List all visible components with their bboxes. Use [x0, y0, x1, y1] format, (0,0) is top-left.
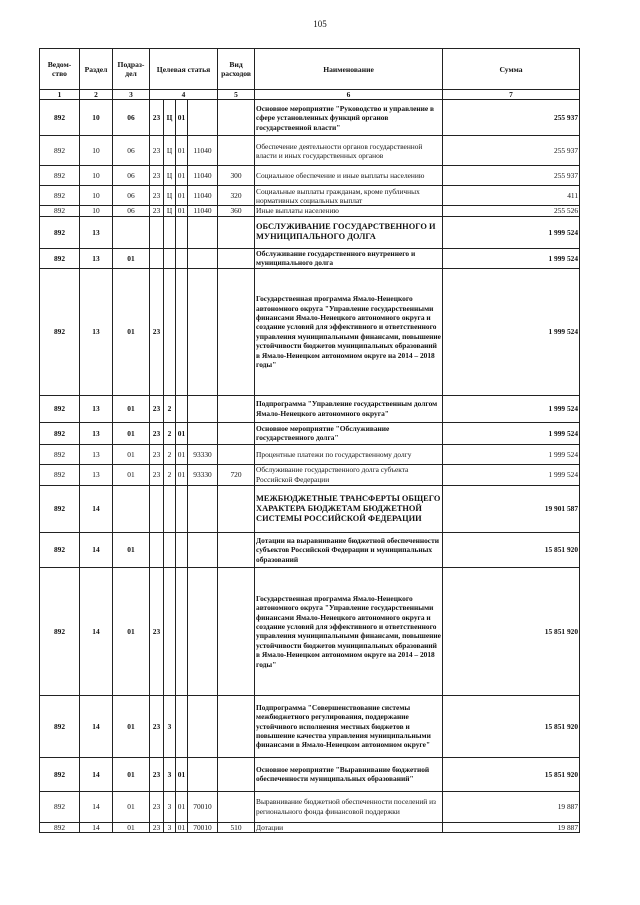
cell-name: ОБСЛУЖИВАНИЕ ГОСУДАРСТВЕННОГО И МУНИЦИПАЛЬНОГО ДОЛГА [255, 216, 443, 248]
cell-vedomstvo: 892 [40, 216, 80, 248]
cell-razdel: 13 [80, 216, 113, 248]
cell-target-event: 01 [176, 100, 188, 136]
cell-podrazdel: 01 [113, 757, 150, 791]
column-number-row [40, 90, 580, 100]
cell-target-subprogram: 2 [164, 464, 176, 485]
cell-razdel: 13 [80, 444, 113, 464]
cell-podrazdel: 06 [113, 166, 150, 186]
cell-target-subprogram: 2 [164, 395, 176, 422]
cell-vid [218, 532, 255, 567]
cell-target-subprogram: 3 [164, 757, 176, 791]
cell-target-program: 23 [150, 395, 164, 422]
cell-vid [218, 268, 255, 395]
cell-target-direction: 11040 [188, 206, 218, 216]
cell-name: Основное мероприятие "Обслуживание государственного долга" [255, 422, 443, 444]
cell-amount: 1 999 524 [443, 422, 580, 444]
cell-name: Дотации [255, 822, 443, 832]
cell-amount: 15 851 920 [443, 757, 580, 791]
table-row [40, 422, 580, 444]
cell-target-subprogram: 3 [164, 791, 176, 822]
cell-target-direction [188, 248, 218, 268]
page-number: 105 [313, 19, 327, 29]
cell-vedomstvo: 892 [40, 464, 80, 485]
cell-name: Иные выплаты населению [255, 206, 443, 216]
cell-target-subprogram [164, 268, 176, 395]
cell-podrazdel: 01 [113, 444, 150, 464]
cell-vedomstvo: 892 [40, 395, 80, 422]
cell-target-program [150, 248, 164, 268]
table-row [40, 532, 580, 567]
table-row [40, 695, 580, 757]
cell-vedomstvo: 892 [40, 422, 80, 444]
cell-target-subprogram: 3 [164, 695, 176, 757]
cell-name: Подпрограмма "Совершенствование системы межбюджетного регулирования, поддержание устойчивого исполнения местных бюджетов и повышение качества управления муниципальными финансами в Ямало-Ненецком автономном округе" [255, 695, 443, 757]
cell-target-event [176, 268, 188, 395]
cell-name: Подпрограмма "Управление государственным долгом Ямало-Ненецкого автономного округа" [255, 395, 443, 422]
cell-amount: 1 999 524 [443, 444, 580, 464]
table-row [40, 822, 580, 832]
cell-target-event [176, 248, 188, 268]
cell-razdel: 14 [80, 822, 113, 832]
cell-vedomstvo: 892 [40, 485, 80, 532]
cell-vid [218, 248, 255, 268]
table-row [40, 100, 580, 136]
cell-vid: 720 [218, 464, 255, 485]
cell-vid [218, 791, 255, 822]
cell-amount: 1 999 524 [443, 464, 580, 485]
cell-vedomstvo: 892 [40, 136, 80, 166]
cell-name: Процентные платежи по государственному долгу [255, 444, 443, 464]
cell-target-program: 23 [150, 186, 164, 206]
cell-target-program: 23 [150, 100, 164, 136]
cell-target-direction [188, 567, 218, 695]
cell-vid [218, 216, 255, 248]
cell-razdel: 13 [80, 395, 113, 422]
cell-vid [218, 444, 255, 464]
cell-target-subprogram [164, 532, 176, 567]
header-name: Наименование [255, 49, 443, 90]
cell-razdel: 14 [80, 532, 113, 567]
cell-target-direction: 11040 [188, 186, 218, 206]
header-vedomstvo: Ведом-ство [40, 49, 80, 90]
cell-vedomstvo: 892 [40, 248, 80, 268]
cell-podrazdel: 01 [113, 464, 150, 485]
cell-target-subprogram: Ц [164, 206, 176, 216]
cell-target-direction: 11040 [188, 166, 218, 186]
column-number: 3 [113, 90, 150, 100]
cell-razdel: 10 [80, 100, 113, 136]
cell-razdel: 14 [80, 567, 113, 695]
cell-vedomstvo: 892 [40, 166, 80, 186]
table-row [40, 485, 580, 532]
cell-podrazdel [113, 216, 150, 248]
table-row [40, 136, 580, 166]
header-row [40, 49, 580, 90]
cell-vedomstvo: 892 [40, 822, 80, 832]
cell-target-event: 01 [176, 464, 188, 485]
cell-target-event [176, 395, 188, 422]
cell-target-direction: 93330 [188, 464, 218, 485]
cell-target-subprogram [164, 248, 176, 268]
cell-amount: 15 851 920 [443, 532, 580, 567]
cell-vid [218, 136, 255, 166]
cell-target-direction [188, 757, 218, 791]
cell-vedomstvo: 892 [40, 268, 80, 395]
cell-amount: 1 999 524 [443, 248, 580, 268]
cell-podrazdel: 06 [113, 136, 150, 166]
cell-target-event [176, 567, 188, 695]
cell-target-subprogram: Ц [164, 100, 176, 136]
column-number: 2 [80, 90, 113, 100]
budget-table [39, 48, 580, 833]
cell-target-program: 23 [150, 695, 164, 757]
cell-target-event [176, 532, 188, 567]
cell-razdel: 10 [80, 206, 113, 216]
cell-target-program [150, 485, 164, 532]
cell-podrazdel: 01 [113, 248, 150, 268]
table-row [40, 166, 580, 186]
cell-target-event: 01 [176, 791, 188, 822]
cell-target-event: 01 [176, 166, 188, 186]
table-row [40, 206, 580, 216]
cell-vedomstvo: 892 [40, 532, 80, 567]
cell-amount: 1 999 524 [443, 268, 580, 395]
cell-vid [218, 695, 255, 757]
cell-razdel: 14 [80, 757, 113, 791]
cell-podrazdel: 01 [113, 395, 150, 422]
cell-target-subprogram: Ц [164, 186, 176, 206]
cell-vid [218, 485, 255, 532]
cell-target-subprogram: 2 [164, 422, 176, 444]
cell-amount: 19 887 [443, 791, 580, 822]
cell-target-direction: 70010 [188, 791, 218, 822]
cell-amount: 15 851 920 [443, 567, 580, 695]
cell-vid [218, 100, 255, 136]
cell-amount: 255 526 [443, 206, 580, 216]
cell-target-direction [188, 422, 218, 444]
cell-vid: 300 [218, 166, 255, 186]
cell-target-direction [188, 268, 218, 395]
header-summa: Сумма [443, 49, 580, 90]
cell-vid: 510 [218, 822, 255, 832]
cell-name: Обслуживание государственного внутреннего и муниципального долга [255, 248, 443, 268]
cell-podrazdel: 06 [113, 186, 150, 206]
cell-target-program: 23 [150, 444, 164, 464]
cell-target-subprogram: Ц [164, 166, 176, 186]
cell-target-event [176, 485, 188, 532]
column-number: 6 [255, 90, 443, 100]
cell-target-direction: 11040 [188, 136, 218, 166]
cell-podrazdel: 01 [113, 822, 150, 832]
header-razdel: Раздел [80, 49, 113, 90]
cell-razdel: 13 [80, 422, 113, 444]
cell-target-program: 23 [150, 822, 164, 832]
cell-name: Выравнивание бюджетной обеспеченности поселений из регионального фонда финансовой поддержки [255, 791, 443, 822]
cell-target-event: 01 [176, 206, 188, 216]
cell-target-subprogram: Ц [164, 136, 176, 166]
cell-razdel: 14 [80, 791, 113, 822]
cell-target-event: 01 [176, 757, 188, 791]
cell-target-program: 23 [150, 791, 164, 822]
cell-podrazdel: 01 [113, 567, 150, 695]
header-podrazdel: Подраз-дел [113, 49, 150, 90]
table-row [40, 567, 580, 695]
cell-target-direction: 93330 [188, 444, 218, 464]
cell-target-subprogram [164, 567, 176, 695]
cell-podrazdel: 01 [113, 268, 150, 395]
cell-target-program: 23 [150, 567, 164, 695]
cell-podrazdel: 06 [113, 206, 150, 216]
cell-target-program [150, 216, 164, 248]
cell-name: Государственная программа Ямало-Ненецкого автономного округа "Управление государственными финансами Ямало-Ненецкого автономного округа и создание условий для эффективного и ответственного управления муниципальными финансами, повышение устойчивости бюджетов муниципальных образований в Ямало-Ненецком автономном округе на 2014 – 2018 годы" [255, 268, 443, 395]
cell-target-subprogram: 2 [164, 444, 176, 464]
cell-razdel: 14 [80, 485, 113, 532]
cell-amount: 1 999 524 [443, 216, 580, 248]
cell-target-program [150, 532, 164, 567]
cell-name: МЕЖБЮДЖЕТНЫЕ ТРАНСФЕРТЫ ОБЩЕГО ХАРАКТЕРА БЮДЖЕТАМ БЮДЖЕТНОЙ СИСТЕМЫ РОССИЙСКОЙ ФЕДЕРАЦИИ [255, 485, 443, 532]
cell-vid [218, 422, 255, 444]
cell-vedomstvo: 892 [40, 186, 80, 206]
cell-name: Социальное обеспечение и иные выплаты населению [255, 166, 443, 186]
cell-target-event: 01 [176, 422, 188, 444]
cell-target-event [176, 216, 188, 248]
cell-podrazdel: 01 [113, 532, 150, 567]
column-number: 5 [218, 90, 255, 100]
cell-amount: 1 999 524 [443, 395, 580, 422]
cell-amount: 411 [443, 186, 580, 206]
cell-target-subprogram [164, 485, 176, 532]
cell-target-event: 01 [176, 136, 188, 166]
cell-target-program: 23 [150, 464, 164, 485]
column-number: 1 [40, 90, 80, 100]
cell-vid: 320 [218, 186, 255, 206]
cell-podrazdel: 01 [113, 422, 150, 444]
cell-target-subprogram [164, 216, 176, 248]
cell-vedomstvo: 892 [40, 757, 80, 791]
cell-target-direction [188, 532, 218, 567]
cell-target-program: 23 [150, 136, 164, 166]
table-row [40, 444, 580, 464]
cell-vedomstvo: 892 [40, 695, 80, 757]
cell-target-subprogram: 3 [164, 822, 176, 832]
cell-vedomstvo: 892 [40, 791, 80, 822]
cell-target-event: 01 [176, 822, 188, 832]
table-row [40, 248, 580, 268]
cell-target-event [176, 695, 188, 757]
cell-razdel: 10 [80, 186, 113, 206]
cell-name: Основное мероприятие "Руководство и управление в сфере установленных функций органов государственной власти" [255, 100, 443, 136]
cell-amount: 19 887 [443, 822, 580, 832]
cell-target-direction [188, 695, 218, 757]
cell-vedomstvo: 892 [40, 567, 80, 695]
cell-target-direction [188, 485, 218, 532]
cell-razdel: 10 [80, 166, 113, 186]
cell-amount: 255 937 [443, 100, 580, 136]
cell-target-direction [188, 216, 218, 248]
cell-target-program: 23 [150, 757, 164, 791]
cell-name: Обеспечение деятельности органов государственной власти и иных государственных органов [255, 136, 443, 166]
cell-name: Обслуживание государственного долга субъекта Российской Федерации [255, 464, 443, 485]
cell-podrazdel: 01 [113, 791, 150, 822]
cell-target-direction [188, 395, 218, 422]
cell-amount: 15 851 920 [443, 695, 580, 757]
cell-podrazdel: 06 [113, 100, 150, 136]
cell-razdel: 13 [80, 464, 113, 485]
cell-name: Дотации на выравнивание бюджетной обеспеченности субъектов Российской Федерации и муниципальных образований [255, 532, 443, 567]
cell-vid: 360 [218, 206, 255, 216]
header-vid: Вид расходов [218, 49, 255, 90]
table-row [40, 395, 580, 422]
column-number: 7 [443, 90, 580, 100]
cell-razdel: 10 [80, 136, 113, 166]
header-target: Целевая статья [150, 49, 218, 90]
cell-name: Государственная программа Ямало-Ненецкого автономного округа "Управление государственными финансами Ямало-Ненецкого автономного округа и создание условий для эффективного и ответственного управления муниципальными финансами, повышение устойчивости бюджетов муниципальных образований в Ямало-Ненецком автономном округе на 2014 – 2018 годы" [255, 567, 443, 695]
cell-target-program: 23 [150, 166, 164, 186]
cell-amount: 19 901 587 [443, 485, 580, 532]
cell-vid [218, 567, 255, 695]
cell-razdel: 14 [80, 695, 113, 757]
cell-vedomstvo: 892 [40, 444, 80, 464]
column-number: 4 [150, 90, 218, 100]
table-row [40, 268, 580, 395]
cell-amount: 255 937 [443, 166, 580, 186]
cell-target-direction: 70010 [188, 822, 218, 832]
cell-target-event: 01 [176, 444, 188, 464]
cell-target-program: 23 [150, 268, 164, 395]
cell-razdel: 13 [80, 248, 113, 268]
cell-vedomstvo: 892 [40, 100, 80, 136]
cell-amount: 255 937 [443, 136, 580, 166]
cell-razdel: 13 [80, 268, 113, 395]
cell-target-program: 23 [150, 422, 164, 444]
cell-vid [218, 757, 255, 791]
table-row [40, 757, 580, 791]
table-row [40, 186, 580, 206]
cell-podrazdel: 01 [113, 695, 150, 757]
table-row [40, 791, 580, 822]
table-row [40, 464, 580, 485]
cell-target-direction [188, 100, 218, 136]
cell-name: Социальные выплаты гражданам, кроме публичных нормативных социальных выплат [255, 186, 443, 206]
cell-vid [218, 395, 255, 422]
cell-vedomstvo: 892 [40, 206, 80, 216]
cell-target-event: 01 [176, 186, 188, 206]
cell-podrazdel [113, 485, 150, 532]
cell-name: Основное мероприятие "Выравнивание бюджетной обеспеченности муниципальных образований" [255, 757, 443, 791]
cell-target-program: 23 [150, 206, 164, 216]
table-row [40, 216, 580, 248]
